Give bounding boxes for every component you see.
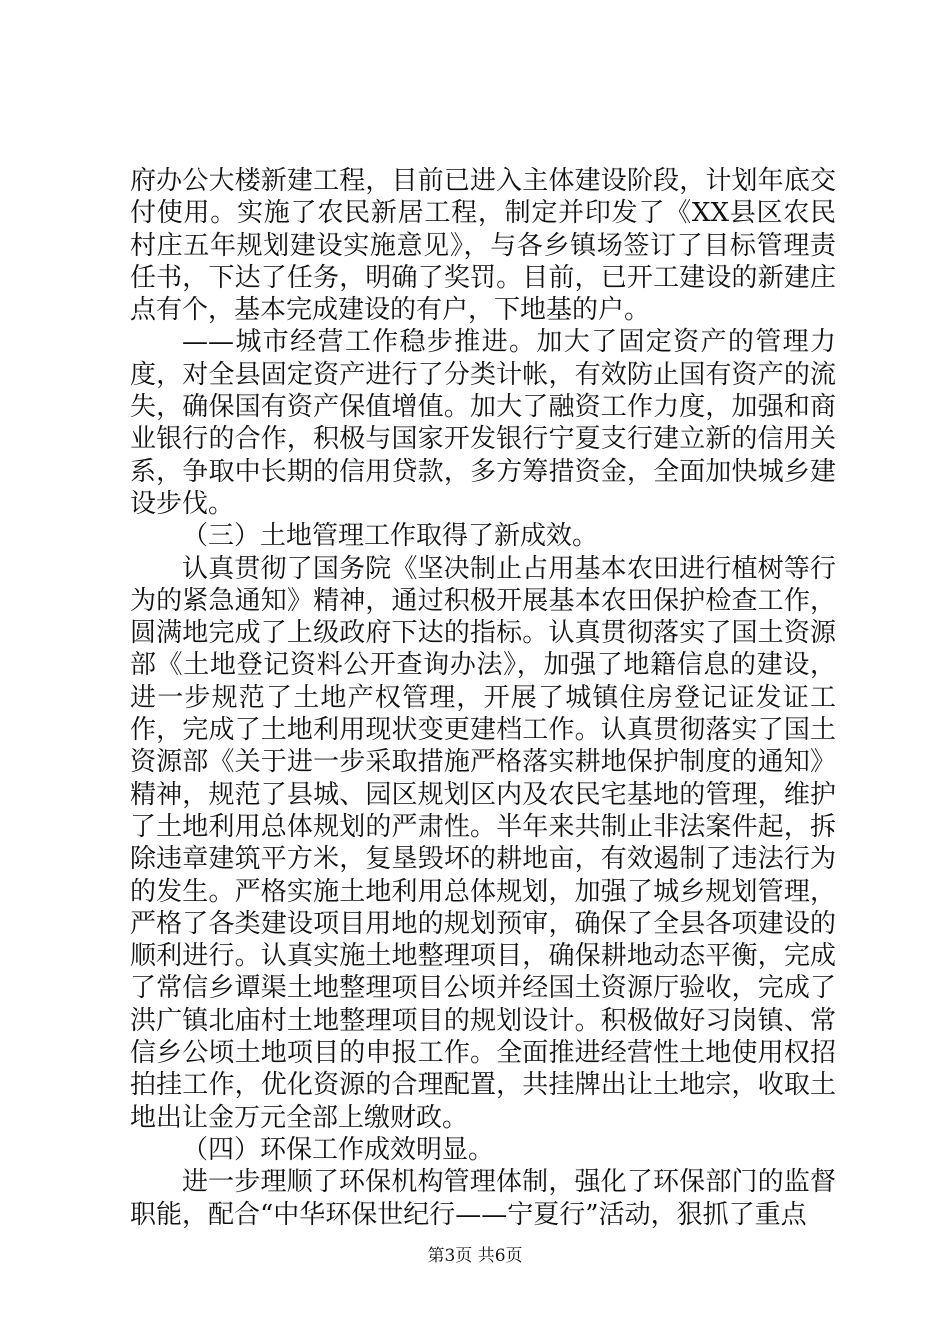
paragraph-2: ——城市经营工作稳步推进。加大了固定资产的管理力度，对全县固定资产进行了分类计帐，有效防止国有资产的流失，确保国有资产保值增值。加大了融资工作力度，加强和商业银行的合作，积极与国家开发银行宁夏支行建立新的信用关系，争取中长期的信用贷款，多方筹措资金，全面加快城乡建设步伐。 xyxy=(130,327,836,519)
section-heading-4: （四）环保工作成效明显。 xyxy=(182,1134,495,1165)
paragraph-6: 进一步理顺了环保机构管理体制，强化了环保部门的监督职能，配合“中华环保世纪行——宁夏行”活动，狠抓了重点 xyxy=(130,1167,836,1230)
document-body xyxy=(130,165,836,1231)
page-number-footer: 第3页 共6页 xyxy=(427,1246,523,1266)
section-heading-3: （三）土地管理工作取得了新成效。 xyxy=(182,521,599,552)
paragraph-1: 府办公大楼新建工程，目前已进入主体建设阶段，计划年底交付使用。实施了农民新居工程，制定并印发了《XX县区农民村庄五年规划建设实施意见》，与各乡镇场签订了目标管理责任书，下达了任务，明确了奖罚。目前，已开工建设的新建庄点有个，基本完成建设的有户，下地基的户。 xyxy=(130,166,836,326)
paragraph-4: 认真贯彻了国务院《坚决制止占用基本农田进行植树等行为的紧急通知》精神，通过积极开展基本农田保护检查工作，圆满地完成了上级政府下达的指标。认真贯彻落实了国土资源部《土地登记资料公开查询办法》，加强了地籍信息的建设，进一步规范了土地产权管理，开展了城镇住房登记证发证工作，完成了土地利用现状变更建档工作。认真贯彻落实了国土资源部《关于进一步采取措施严格落实耕地保护制度的通知》精神，规范了县城、园区规划区内及农民宅基地的管理，维护了土地利用总体规划的严肃性。半年来共制止非法案件起，拆除违章建筑平方米，复垦毁坏的耕地亩，有效遏制了违法行为的发生。严格实施土地利用总体规划，加强了城乡规划管理，严格了各类建设项目用地的规划预审，确保了全县各项建设的顺利进行。认真实施土地整理项目，确保耕地动态平衡，完成了常信乡谭渠土地整理项目公顷并经国土资源厅验收，完成了洪广镇北庙村土地整理项目的规划设计。积极做好习岗镇、常信乡公顷土地项目的申报工作。全面推进经营性土地使用权招拍挂工作，优化资源的合理配置，共挂牌出让土地宗，收取土地出让金万元全部上缴财政。 xyxy=(130,553,836,1133)
